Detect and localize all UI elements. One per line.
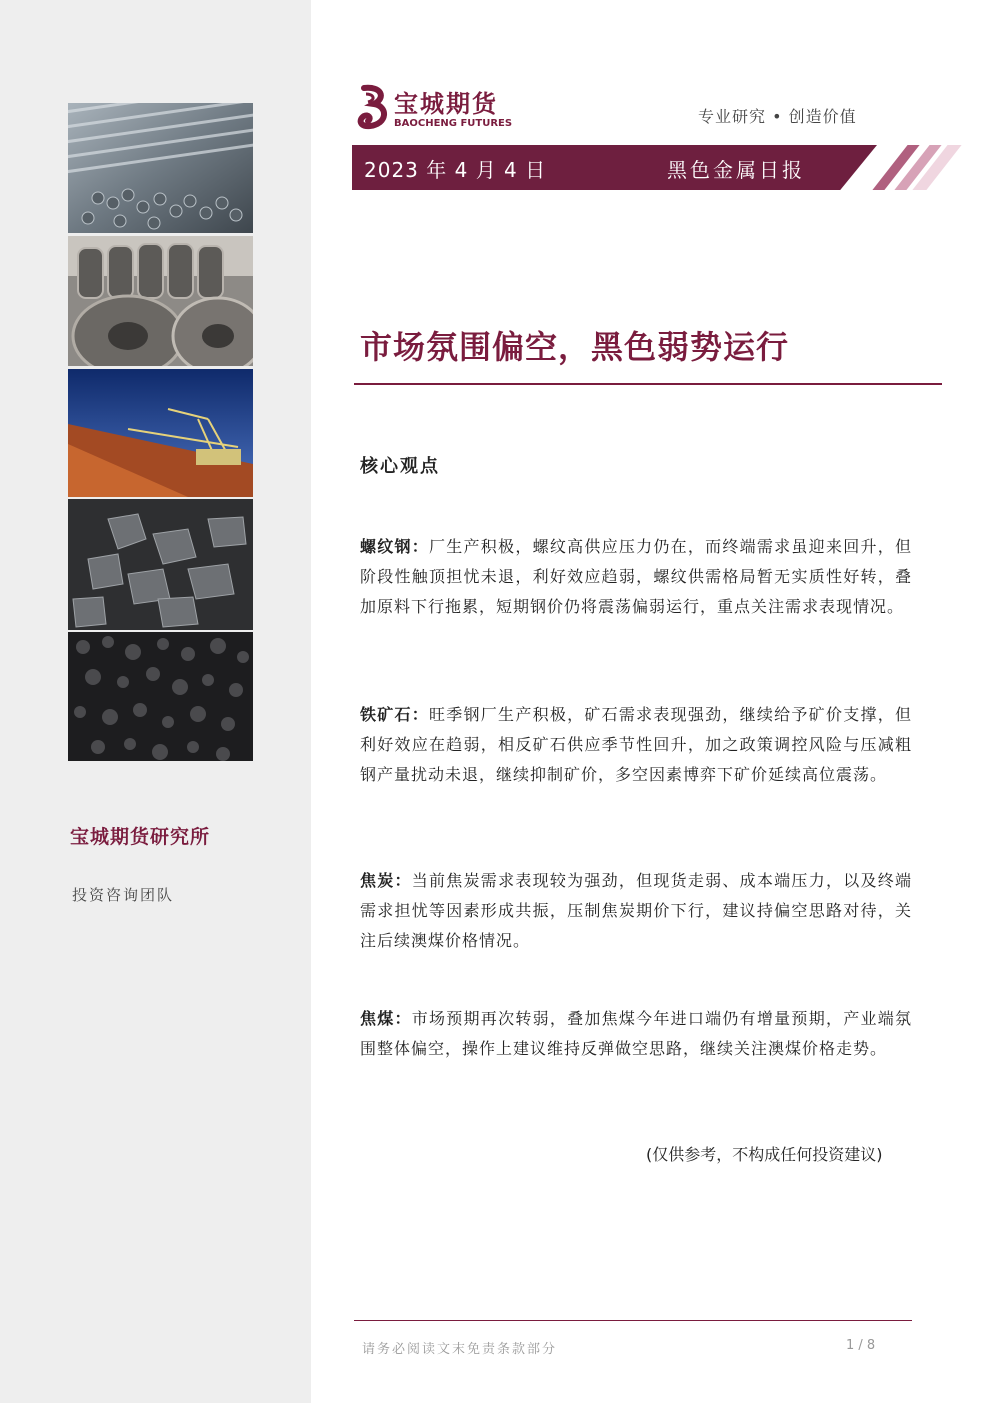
slogan: 专业研究 • 创造价值 xyxy=(698,107,857,126)
paragraph-text: 市场预期再次转弱，叠加焦煤今年进口端仍有增量预期，产业端氛围整体偏空，操作上建议维持反弹做空思路，继续关注澳煤价格走势。 xyxy=(360,1009,912,1058)
paragraph-text: 厂生产积极，螺纹高供应压力仍在，而终端需求虽迎来回升，但阶段性触顶担忧未退，利好效应趋弱，螺纹供需格局暂无实质性好转，叠加原料下行拖累，短期钢价仍将震荡偏弱运行，重点关注需求表现情况。 xyxy=(360,537,912,616)
disclaimer: (仅供参考，不构成任何投资建议) xyxy=(646,1145,883,1164)
paragraph-coke xyxy=(360,866,912,956)
paragraph-term: 焦炭： xyxy=(360,871,412,890)
paragraph-coking-coal xyxy=(360,1004,912,1064)
footer-divider xyxy=(354,1320,912,1321)
logo-text-en: BAOCHENG FUTURES xyxy=(394,118,513,129)
paragraph-term: 铁矿石： xyxy=(360,705,430,724)
paragraph-term: 螺纹钢： xyxy=(360,537,430,556)
paragraph-term: 焦煤： xyxy=(360,1009,412,1028)
title-divider xyxy=(354,383,942,385)
footer-notice: 请务必阅读文末免责条款部分 xyxy=(362,1342,558,1357)
paragraph-text: 旺季钢厂生产积极，矿石需求表现强劲，继续给予矿价支撑，但利好效应在趋弱，相反矿石供应季节性回升，加之政策调控风险与压减粗钢产量扰动未退，继续抑制矿价，多空因素博弈下矿价延续高位震荡。 xyxy=(360,705,912,784)
page-number: 1 / 8 xyxy=(846,1338,876,1353)
steel-coil-photo xyxy=(68,236,253,366)
sidebar xyxy=(0,0,311,1403)
report-date: 2023 年 4 月 4 日 xyxy=(364,158,547,182)
logo-text-cn: 宝城期货 xyxy=(394,90,498,118)
paragraph-text: 当前焦炭需求表现较为强劲，但现货走弱、成本端压力，以及终端需求担忧等因素形成共振，压制焦炭期价下行，建议持偏空思路对待，关注后续澳煤价格情况。 xyxy=(360,871,912,950)
iron-ore-stacker-photo xyxy=(68,369,253,497)
report-title: 市场氛围偏空，黑色弱势运行 xyxy=(360,328,790,366)
coal-lumps-photo xyxy=(68,499,253,630)
institute-name: 宝城期货研究所 xyxy=(70,826,211,848)
paragraph-iron-ore xyxy=(360,700,912,790)
team-name: 投资咨询团队 xyxy=(72,886,175,904)
report-name: 黑色金属日报 xyxy=(667,158,805,182)
logo-emblem-icon xyxy=(356,84,390,130)
report-banner xyxy=(352,145,942,190)
rebar-photo xyxy=(68,103,253,233)
paragraph-rebar xyxy=(360,532,912,622)
coke-pile-photo xyxy=(68,632,253,761)
section-heading: 核心观点 xyxy=(360,456,440,477)
company-logo xyxy=(356,84,513,134)
